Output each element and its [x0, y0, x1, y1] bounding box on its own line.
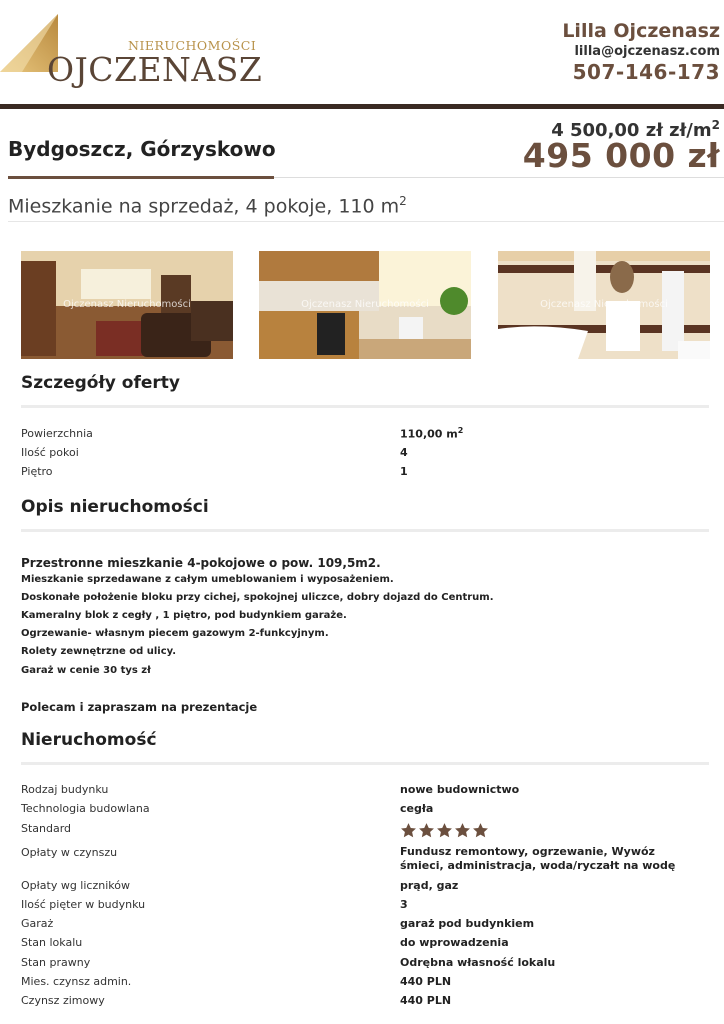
agent-phone[interactable]: 507-146-173 — [572, 60, 720, 84]
title-divider — [274, 177, 724, 178]
photo-watermark: Ojczenasz Nieruchomości — [301, 299, 429, 310]
subtitle-divider — [8, 221, 724, 222]
property-value: 440 PLN — [400, 994, 452, 1007]
star-icon — [454, 822, 471, 839]
description-lead: Przestronne mieszkanie 4-pokojowe o pow. 109,5m2. — [21, 556, 381, 570]
property-value: prąd, gaz — [400, 879, 459, 892]
property-label: Standard — [21, 822, 72, 835]
star-icon — [436, 822, 453, 839]
section-divider — [21, 529, 709, 532]
description-line: Garaż w cenie 30 tys zł — [21, 665, 151, 676]
property-label: Opłaty wg liczników — [21, 879, 130, 892]
listing-location: Bydgoszcz, Górzyskowo — [8, 137, 276, 161]
star-icon — [472, 822, 489, 839]
property-value: nowe budownictwo — [400, 783, 520, 796]
property-label: Opłaty w czynszu — [21, 846, 118, 859]
description-line: Mieszkanie sprzedawane z całym umeblowaniem i wyposażeniem. — [21, 574, 394, 585]
photo-watermark: Ojczenasz Nieruchomości — [63, 299, 191, 310]
detail-label: Piętro — [21, 465, 53, 478]
title-underline — [8, 176, 274, 179]
company-logo — [0, 14, 263, 94]
property-value: 440 PLN — [400, 975, 452, 988]
property-value: cegła — [400, 802, 434, 815]
section-divider — [21, 762, 709, 765]
detail-label: Ilość pokoi — [21, 446, 79, 459]
property-label: Stan lokalu — [21, 936, 83, 949]
star-icon — [418, 822, 435, 839]
details-section-title: Szczegóły oferty — [21, 373, 180, 393]
property-value: do wprowadzenia — [400, 936, 509, 949]
detail-label: Powierzchnia — [21, 427, 93, 440]
property-label: Stan prawny — [21, 956, 91, 969]
property-value: 3 — [400, 898, 408, 911]
description-line: Ogrzewanie- własnym piecem gazowym 2-funkcyjnym. — [21, 628, 329, 639]
detail-value: 110,00 $m^2$ — [400, 426, 464, 441]
price-per-sqm: 4 500,00 zł $zł/m^2$ — [551, 118, 720, 141]
agent-contact — [562, 20, 720, 84]
description-line: Kameralny blok z cegły , 1 piętro, pod budynkiem garaże. — [21, 610, 347, 621]
description-closing: Polecam i zapraszam na prezentacje — [21, 700, 258, 714]
photo-living-room[interactable] — [21, 251, 233, 359]
star-icon — [400, 822, 417, 839]
section-divider — [21, 405, 709, 408]
description-line: Doskonałe położenie bloku przy cichej, spokojnej uliczce, dobry dojazd do Centrum. — [21, 592, 494, 603]
description-section-title: Opis nieruchomości — [21, 497, 209, 517]
agent-email[interactable]: lilla@ojczenasz.com — [574, 44, 720, 59]
description-line: Rolety zewnętrzne od ulicy. — [21, 646, 177, 657]
property-label: Garaż — [21, 917, 54, 930]
property-value: Fundusz remontowy, ogrzewanie, Wywóz śmieci, administracja, woda/ryczałt na wodę — [400, 845, 676, 872]
photo-watermark: Ojczenasz Nieruchomości — [540, 299, 668, 310]
listing-subtitle: Mieszkanie na sprzedaż, 4 pokoje, 110 $m^2$ — [8, 194, 407, 218]
property-label: Technologia budowlana — [21, 802, 150, 815]
property-label: Mies. czynsz admin. — [21, 975, 132, 988]
property-label: Ilość pięter w budynku — [21, 898, 146, 911]
logo-title: OJCZENASZ — [47, 50, 263, 89]
detail-value: 4 — [400, 446, 408, 459]
property-label: Rodzaj budynku — [21, 783, 109, 796]
standard-rating-stars — [400, 822, 490, 843]
header-divider — [0, 104, 724, 109]
property-value: garaż pod budynkiem — [400, 917, 535, 930]
detail-value: 1 — [400, 465, 408, 478]
agent-name: Lilla Ojczenasz — [562, 20, 720, 42]
property-label: Czynsz zimowy — [21, 994, 105, 1007]
property-section-title: Nieruchomość — [21, 730, 157, 750]
logo-subtitle: NIERUCHOMOŚCI — [128, 38, 257, 53]
photo-bathroom[interactable] — [498, 251, 710, 359]
price-total: 495 000 zł — [522, 136, 720, 175]
photo-kitchen[interactable] — [259, 251, 471, 359]
property-value: Odrębna własność lokalu — [400, 956, 556, 969]
